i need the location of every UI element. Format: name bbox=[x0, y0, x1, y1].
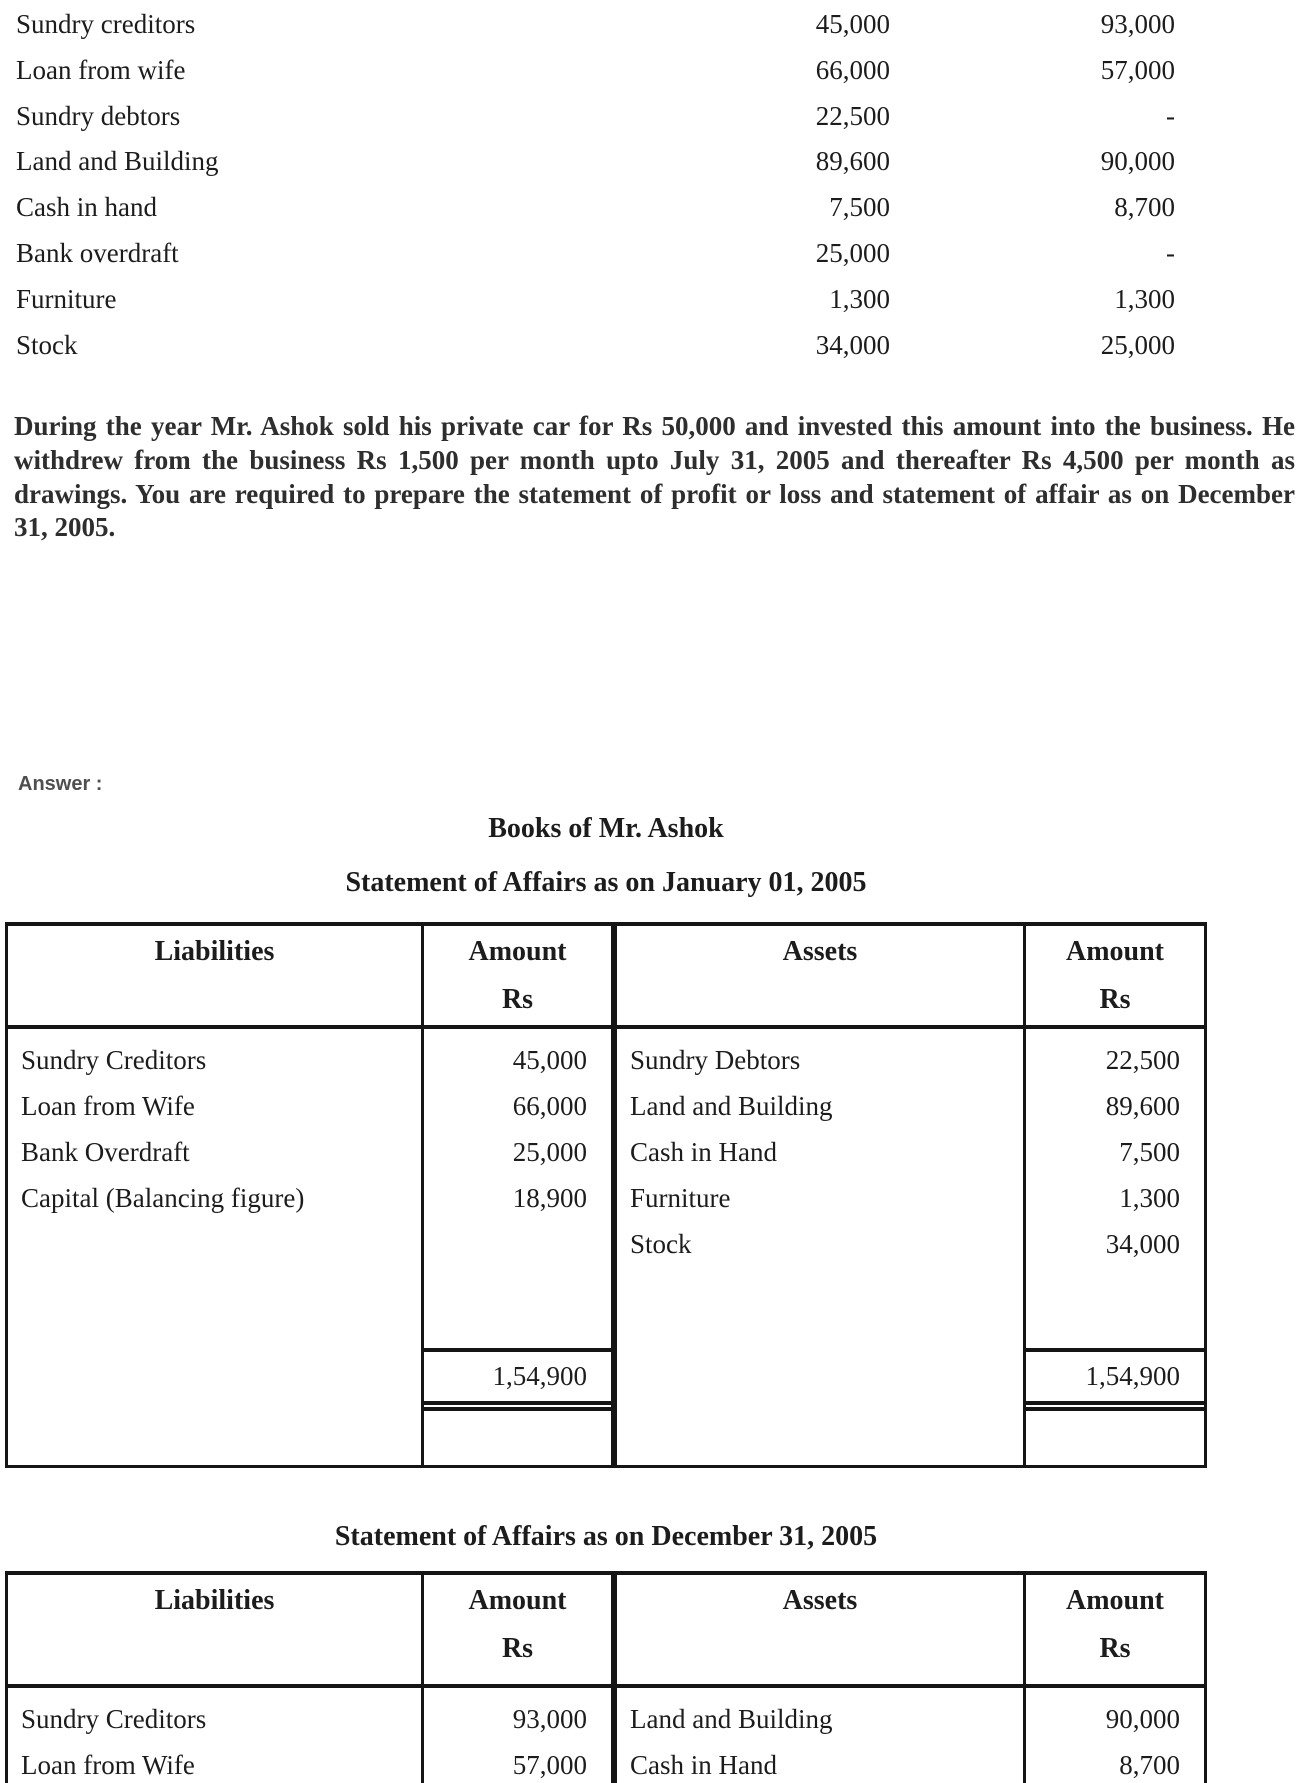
liabilities-column bbox=[8, 1688, 421, 1783]
asset-amount: 1,300 bbox=[1119, 1182, 1180, 1213]
assets-total-underline-box bbox=[1026, 1407, 1204, 1465]
liabilities-amount-column bbox=[421, 1029, 611, 1465]
list-item bbox=[0, 277, 1309, 323]
item-amount-1: 66,000 bbox=[815, 54, 890, 85]
liability-amount: 57,000 bbox=[512, 1749, 587, 1780]
assets-column bbox=[611, 1688, 1023, 1783]
item-amount-2: - bbox=[1166, 237, 1175, 268]
table-header-row bbox=[8, 1575, 1204, 1688]
liabilities-amount-column bbox=[421, 1688, 611, 1783]
asset-name: Cash in Hand bbox=[630, 1749, 777, 1780]
statement1-title: Statement of Affairs as on January 01, 2005 bbox=[345, 866, 867, 898]
asset-name: Stock bbox=[630, 1228, 692, 1259]
header-rs-label: Rs bbox=[1099, 983, 1131, 1015]
table-body bbox=[8, 1029, 1204, 1465]
liability-name: Bank Overdraft bbox=[21, 1136, 190, 1167]
asset-amount: 34,000 bbox=[1105, 1228, 1180, 1259]
item-amount-1: 45,000 bbox=[815, 9, 890, 39]
liability-name: Capital (Balancing figure) bbox=[21, 1182, 305, 1213]
liability-amount: 18,900 bbox=[512, 1182, 587, 1213]
answer-label: Answer : bbox=[18, 772, 103, 795]
header-liabilities: Liabilities bbox=[154, 1584, 275, 1616]
header-assets: Assets bbox=[611, 926, 1023, 1025]
header-amount-assets bbox=[1023, 926, 1204, 1025]
item-amount-2: 57,000 bbox=[1100, 54, 1175, 85]
item-amount-1: 34,000 bbox=[815, 329, 890, 360]
assets-amount-column bbox=[1023, 1688, 1204, 1783]
liability-amount: 93,000 bbox=[512, 1703, 587, 1734]
item-amount-2: 1,300 bbox=[1114, 283, 1175, 314]
liabilities-total-underline-box bbox=[424, 1407, 611, 1465]
list-item bbox=[0, 185, 1309, 231]
item-amount-2: 90,000 bbox=[1100, 146, 1175, 177]
item-amount-1: 25,000 bbox=[815, 237, 890, 268]
asset-amount: 90,000 bbox=[1105, 1703, 1180, 1734]
assets-column bbox=[611, 1029, 1023, 1465]
header-amount-label: Amount bbox=[1065, 935, 1164, 967]
asset-amount: 8,700 bbox=[1119, 1749, 1180, 1780]
asset-name: Furniture bbox=[630, 1182, 731, 1213]
item-amount-1: 7,500 bbox=[829, 192, 890, 223]
statement2-title: Statement of Affairs as on December 31, 2005 bbox=[334, 1520, 878, 1552]
item-amount-1: 89,600 bbox=[815, 146, 890, 177]
item-amount-2: - bbox=[1166, 100, 1175, 131]
table-header-row bbox=[8, 926, 1204, 1029]
header-amount-liabilities bbox=[421, 1575, 611, 1684]
header-liabilities: Liabilities bbox=[154, 935, 275, 967]
item-amount-2: 25,000 bbox=[1100, 329, 1175, 360]
asset-amount: 22,500 bbox=[1105, 1044, 1180, 1075]
assets-amount-column bbox=[1023, 1029, 1204, 1465]
asset-name: Sundry Debtors bbox=[630, 1044, 801, 1075]
item-label: Sundry creditors bbox=[16, 9, 196, 39]
book-title: Books of Mr. Ashok bbox=[488, 812, 724, 844]
item-label: Furniture bbox=[16, 283, 117, 314]
header-rs-label: Rs bbox=[501, 983, 534, 1015]
statement-table-dec bbox=[5, 1571, 1207, 1783]
liability-amount: 45,000 bbox=[512, 1044, 587, 1075]
list-item bbox=[0, 94, 1309, 140]
item-amount-2: 8,700 bbox=[1114, 192, 1175, 223]
liability-amount: 66,000 bbox=[512, 1090, 587, 1121]
header-amount-assets bbox=[1023, 1575, 1204, 1684]
list-item bbox=[0, 231, 1309, 277]
item-label: Loan from wife bbox=[16, 54, 186, 85]
item-label: Sundry debtors bbox=[16, 100, 181, 131]
asset-amount: 89,600 bbox=[1105, 1090, 1180, 1121]
item-amount-1: 22,500 bbox=[815, 100, 890, 131]
item-label: Cash in hand bbox=[16, 192, 157, 223]
list-item bbox=[0, 323, 1309, 369]
liability-amount: 25,000 bbox=[512, 1136, 587, 1167]
header-amount-label: Amount bbox=[468, 935, 567, 967]
header-amount-label: Amount bbox=[1065, 1584, 1164, 1616]
header-amount-label: Amount bbox=[468, 1584, 567, 1616]
asset-name: Cash in Hand bbox=[630, 1136, 777, 1167]
asset-name: Land and Building bbox=[630, 1090, 833, 1121]
liability-name: Sundry Creditors bbox=[21, 1044, 207, 1075]
liabilities-column bbox=[8, 1029, 421, 1465]
problem-statement: During the year Mr. Ashok sold his private car for Rs 50,000 and invested this amount into the business. He withdrew from the business Rs 1,500 per month upto July 31, 2005 and thereafter Rs 4,500 per month as drawings. You are required to prepare the statement of profit or loss and statement of affair as on December 31, 2005. bbox=[14, 411, 1295, 543]
liabilities-total: 1,54,900 bbox=[424, 1348, 611, 1405]
problem-figures-list bbox=[0, 0, 1309, 368]
item-label: Land and Building bbox=[16, 146, 219, 177]
header-rs-label: Rs bbox=[1099, 1632, 1131, 1664]
item-label: Stock bbox=[16, 329, 78, 360]
liability-name: Loan from Wife bbox=[21, 1090, 195, 1121]
list-item bbox=[0, 2, 1309, 48]
item-amount-2: 93,000 bbox=[1100, 9, 1175, 39]
list-item bbox=[0, 48, 1309, 94]
table-body bbox=[8, 1688, 1204, 1783]
liability-name: Sundry Creditors bbox=[21, 1703, 207, 1734]
asset-name: Land and Building bbox=[630, 1703, 833, 1734]
assets-total: 1,54,900 bbox=[1026, 1348, 1204, 1405]
item-label: Bank overdraft bbox=[16, 237, 179, 268]
header-rs-label: Rs bbox=[501, 1632, 534, 1664]
item-amount-1: 1,300 bbox=[829, 283, 890, 314]
list-item bbox=[0, 139, 1309, 185]
header-assets: Assets bbox=[611, 1575, 1023, 1684]
liability-name: Loan from Wife bbox=[21, 1749, 195, 1780]
statement-table-jan bbox=[5, 922, 1207, 1468]
header-amount-liabilities bbox=[421, 926, 611, 1025]
asset-amount: 7,500 bbox=[1119, 1136, 1180, 1167]
